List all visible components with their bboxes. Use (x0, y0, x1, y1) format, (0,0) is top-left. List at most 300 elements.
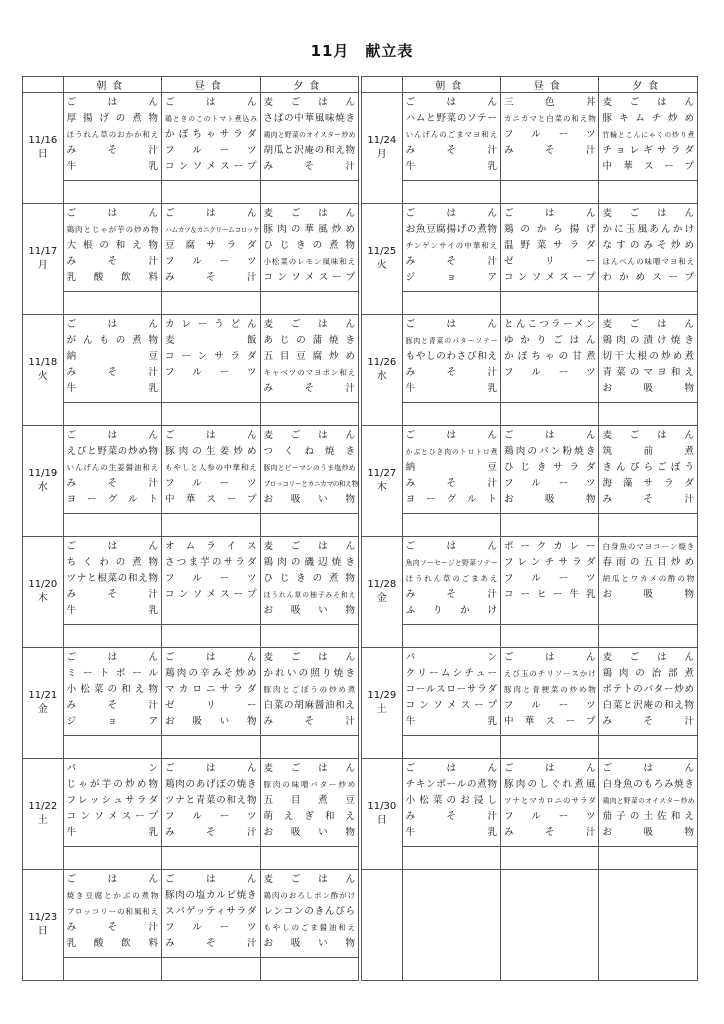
day-of-week: 木 (37, 593, 48, 604)
lunch-items (501, 204, 598, 292)
day-date-cell (23, 315, 64, 426)
dinner-header-left: 夕食 (260, 77, 358, 93)
breakfast-cell (63, 648, 161, 759)
menu-item: 麦ごはん (602, 652, 694, 663)
day-date-cell (23, 759, 64, 870)
breakfast-cell (402, 204, 500, 315)
day-of-week: 月 (37, 260, 48, 271)
menu-item: えびと野菜の炒め物 (66, 446, 159, 457)
menu-item: 麦ごはん (263, 430, 355, 441)
menu-item: 白身魚のマヨコーン焼き (602, 542, 694, 551)
menu-item: コーヒー牛乳 (504, 589, 596, 600)
day-of-week: 火 (376, 260, 387, 271)
menu-item: フルーツ (504, 573, 596, 584)
lunch-cell (162, 759, 260, 870)
lunch-cell (162, 537, 260, 648)
menu-item: ごはん (66, 652, 159, 663)
menu-item: さばの中華風味焼き (263, 113, 355, 124)
empty-meal-cell (402, 870, 500, 981)
day-date: 11/20 (28, 579, 58, 590)
lunch-header-left: 昼食 (162, 77, 260, 93)
dinner-cell (260, 204, 358, 315)
menu-item: 中華スープ (602, 161, 694, 172)
dinner-cell (599, 204, 698, 315)
menu-item: なすのみそ炒め (602, 240, 694, 251)
menu-item: ジョア (66, 716, 159, 727)
day-row (23, 204, 698, 315)
menu-item: いんげんの生姜醤油和え (66, 463, 159, 472)
dinner-cell (260, 537, 358, 648)
dinner-items (261, 759, 358, 847)
menu-item: ゼリー (165, 700, 257, 711)
menu-item: ごはん (405, 430, 498, 441)
menu-item: 鶏肉と野菜のオイスター炒め (602, 797, 694, 805)
menu-item: 豆腐サラダ (165, 240, 257, 251)
menu-item: ほうれん草の柚子みそ和え (263, 591, 355, 599)
day-of-week: 木 (376, 482, 387, 493)
menu-item: ミートボール (66, 668, 159, 679)
menu-item: フルーツ (165, 811, 257, 822)
day-date-cell (361, 315, 402, 426)
lunch-items (501, 759, 598, 847)
header-row (23, 77, 698, 93)
breakfast-items (403, 204, 500, 292)
day-of-week: 火 (37, 371, 48, 382)
menu-item: みそ汁 (405, 256, 498, 267)
dinner-items (261, 870, 358, 958)
dinner-items (599, 648, 697, 736)
menu-item: フルーツ (504, 478, 596, 489)
menu-item: 牛乳 (405, 827, 498, 838)
menu-item: 麦飯 (165, 335, 257, 346)
menu-item: ごはん (165, 97, 257, 108)
menu-item: ゼリー (504, 256, 596, 267)
breakfast-header-right: 朝食 (402, 77, 500, 93)
lunch-cell (501, 537, 599, 648)
menu-item: 牛乳 (405, 161, 498, 172)
menu-item: お吸物 (602, 383, 694, 394)
menu-item: お吸物 (602, 589, 694, 600)
menu-item: ハムカツ＆カニクリームコロッケ (165, 226, 260, 234)
day-date-cell (361, 204, 402, 315)
breakfast-items (64, 537, 161, 625)
day-date: 11/25 (367, 246, 397, 257)
menu-item: お吸い物 (263, 827, 355, 838)
menu-item: 鶏肉のパン粉焼き (504, 446, 596, 457)
day-of-week: 水 (37, 482, 48, 493)
lunch-header-right: 昼食 (501, 77, 599, 93)
menu-item: 麦ごはん (602, 208, 694, 219)
menu-item: ひじきサラダ (504, 462, 596, 473)
dinner-items (599, 426, 697, 514)
menu-item: みそ汁 (66, 700, 159, 711)
menu-item: フルーツ (504, 367, 596, 378)
menu-item: 焼き豆腐とかぶの煮物 (66, 891, 159, 900)
menu-item: 萌えぎ和え (263, 811, 355, 822)
menu-item: 中華スープ (165, 494, 257, 505)
lunch-items (162, 648, 259, 736)
menu-item: もやしのごま醤油和え (263, 923, 355, 932)
day-of-week: 水 (376, 371, 387, 382)
menu-item: お魚豆腐揚げの煮物 (405, 224, 498, 235)
menu-item: 牛乳 (405, 383, 498, 394)
menu-item: お吸い物 (263, 605, 355, 616)
menu-item (162, 603, 259, 619)
menu-item: ごはん (66, 541, 159, 552)
menu-item: 麦ごはん (263, 208, 355, 219)
menu-item: 乳酸飲料 (66, 938, 159, 949)
day-of-week: 金 (37, 704, 48, 715)
menu-item: キャベツのマヨポン和え (263, 368, 355, 377)
menu-item: 豚肉とごぼうの炒め煮 (263, 685, 355, 694)
menu-item: ブロッコリーとカニカマの和え物 (263, 480, 358, 488)
menu-item: お吸物 (504, 494, 596, 505)
menu-item: ブロッコリーの和風和え (66, 907, 159, 916)
menu-item: 豚肉の味噌バター炒め (263, 780, 355, 789)
menu-item: 厚揚げの煮物 (66, 113, 159, 124)
menu-table (22, 76, 698, 981)
lunch-cell (501, 759, 599, 870)
menu-item: 牛乳 (405, 716, 498, 727)
menu-item: ふりかけ (405, 605, 498, 616)
menu-item: フレンチサラダ (504, 557, 596, 568)
dinner-items (261, 648, 358, 736)
breakfast-header-left: 朝食 (63, 77, 161, 93)
lunch-cell (162, 648, 260, 759)
menu-item: チョレギサラダ (602, 145, 694, 156)
menu-item: 納豆 (405, 462, 498, 473)
menu-item: みそ汁 (504, 827, 596, 838)
menu-item: 胡瓜とワカメの酢の物 (602, 574, 694, 583)
menu-item: 豚肉の塩カルビ焼き (165, 890, 257, 901)
menu-item: 魚肉ソーセージと野菜ソテー (405, 559, 498, 567)
menu-item: お吸い物 (263, 938, 355, 949)
menu-item: 鶏肉と野菜のオイスター炒め (263, 131, 355, 139)
page-title: 11月 献立表 (310, 42, 414, 60)
menu-item: さつま芋のサラダ (165, 557, 257, 568)
lunch-items (501, 537, 598, 625)
menu-item: きんぴらごぼう (602, 462, 694, 473)
menu-item: フルーツ (504, 129, 596, 140)
day-date: 11/26 (367, 357, 397, 368)
menu-item: フルーツ (165, 256, 257, 267)
menu-item: つくね焼き (263, 446, 355, 457)
day-of-week: 日 (37, 926, 48, 937)
menu-item (501, 381, 598, 397)
day-date-cell (23, 204, 64, 315)
day-date: 11/17 (28, 246, 58, 257)
day-row (23, 426, 698, 537)
menu-item: フルーツ (165, 478, 257, 489)
breakfast-cell (63, 870, 161, 981)
dinner-items (261, 315, 358, 403)
menu-item: みそ汁 (405, 145, 498, 156)
dinner-items (261, 204, 358, 292)
menu-item: カレーうどん (165, 319, 257, 330)
date-header-left (23, 77, 64, 93)
day-row (23, 759, 698, 870)
breakfast-cell (402, 426, 500, 537)
day-of-week: 金 (376, 593, 387, 604)
menu-item: みそ汁 (66, 145, 159, 156)
menu-item: 麦ごはん (602, 319, 694, 330)
day-date-cell (361, 648, 402, 759)
menu-item: コンソメスープ (165, 589, 257, 600)
menu-item: 切干大根の炒め煮 (602, 351, 694, 362)
menu-item: 温野菜サラダ (504, 240, 596, 251)
breakfast-cell (402, 537, 500, 648)
menu-item: 鶏肉の漬け焼き (602, 335, 694, 346)
menu-item: フルーツ (165, 573, 257, 584)
day-row (23, 315, 698, 426)
day-row (23, 870, 698, 981)
menu-item: コーンサラダ (165, 351, 257, 362)
menu-item: 麦ごはん (602, 430, 694, 441)
lunch-items (162, 315, 259, 403)
menu-item: じゃが芋の炒め物 (66, 779, 159, 790)
menu-item: 海藻サラダ (602, 478, 694, 489)
day-date: 11/16 (28, 135, 58, 146)
menu-item: ほうれん草のおかか和え (66, 130, 159, 139)
menu-item: 茄子の土佐和え (602, 811, 694, 822)
menu-item: 小松菜のお浸し (405, 795, 498, 806)
day-date-cell (23, 537, 64, 648)
menu-item: 豚キムチ炒め (602, 113, 694, 124)
menu-item: パン (66, 763, 159, 774)
menu-item: みそ汁 (263, 383, 355, 394)
menu-item: ポテトのバター炒め (602, 684, 694, 695)
menu-item: ごはん (405, 541, 498, 552)
day-date-cell (361, 759, 402, 870)
menu-item: コンソメスープ (504, 272, 596, 283)
menu-item: クリームシチュー (405, 668, 498, 679)
menu-item: ほうれん草のごまあえ (405, 574, 498, 583)
lunch-cell (162, 204, 260, 315)
lunch-items (162, 759, 259, 847)
menu-item: とんこつラーメン (504, 319, 596, 330)
breakfast-cell (63, 537, 161, 648)
day-date-cell (23, 426, 64, 537)
dinner-cell (599, 315, 698, 426)
breakfast-items (403, 315, 500, 403)
menu-item: みそ汁 (602, 494, 694, 505)
dinner-items (599, 93, 697, 181)
dinner-items (599, 537, 697, 625)
menu-item: ごはん (165, 874, 257, 885)
menu-item: みそ汁 (602, 716, 694, 727)
lunch-items (501, 648, 598, 736)
day-date: 11/24 (367, 135, 397, 146)
lunch-items (162, 93, 259, 181)
menu-item: 鶏のから揚げ (504, 224, 596, 235)
lunch-items (162, 204, 259, 292)
menu-item: 乳酸飲料 (66, 272, 159, 283)
dinner-cell (599, 426, 698, 537)
dinner-items (599, 759, 697, 847)
menu-item: ヨーグルト (405, 494, 498, 505)
day-date: 11/21 (28, 690, 58, 701)
lunch-cell (501, 426, 599, 537)
menu-item: コールスローサラダ (405, 684, 498, 695)
menu-item: みそ汁 (263, 716, 355, 727)
menu-item: 鶏肉の辛みそ炒め (165, 668, 257, 679)
menu-item: 鶏肉のあげぼの焼き (165, 779, 257, 790)
day-of-week: 日 (376, 815, 387, 826)
menu-item: ハムと野菜のソテー (405, 113, 498, 124)
dinner-cell (260, 315, 358, 426)
lunch-items (162, 537, 259, 625)
day-row (23, 93, 698, 204)
dinner-cell (599, 93, 698, 204)
breakfast-items (64, 315, 161, 403)
lunch-items (501, 426, 598, 514)
lunch-cell (501, 315, 599, 426)
day-of-week: 土 (37, 815, 48, 826)
menu-item: みそ汁 (405, 589, 498, 600)
menu-item: ツナとマカロニのサラダ (504, 796, 596, 805)
lunch-cell (162, 93, 260, 204)
menu-item: 白菜と沢庵の和え物 (602, 700, 694, 711)
menu-item: ツナと青菜の和え物 (165, 795, 257, 806)
menu-item: 小松菜の和え物 (66, 684, 159, 695)
menu-item: ごはん (165, 652, 257, 663)
menu-item: ジョア (405, 272, 498, 283)
dinner-items (599, 315, 697, 403)
menu-item: 豚肉のしぐれ煮風 (504, 779, 596, 790)
menu-item: 竹輪とこんにゃくの炒り煮 (602, 131, 694, 139)
menu-item: もやしと人参の中華和え (165, 463, 257, 472)
day-date: 11/29 (367, 690, 397, 701)
empty-date-cell (361, 870, 402, 981)
menu-item: ゆかりごはん (504, 335, 596, 346)
day-of-week: 月 (376, 149, 387, 160)
lunch-cell (162, 315, 260, 426)
menu-item: 豚肉と青梗菜の炒め物 (504, 685, 596, 694)
menu-item: 麦ごはん (263, 319, 355, 330)
breakfast-cell (63, 759, 161, 870)
menu-item: 豚肉とピーマンのうま塩炒め (263, 464, 355, 472)
menu-item: 五目煮豆 (263, 795, 355, 806)
menu-item: 小松菜のレモン風味和え (263, 257, 355, 266)
menu-item: ごはん (405, 763, 498, 774)
menu-item: えび玉のチリソースかけ (504, 669, 596, 678)
menu-item: みそ汁 (504, 145, 596, 156)
day-date: 11/19 (28, 468, 58, 479)
breakfast-items (64, 93, 161, 181)
menu-item: ひじきの煮物 (263, 240, 355, 251)
menu-item: ごはん (66, 319, 159, 330)
dinner-items (261, 426, 358, 514)
day-date: 11/28 (367, 579, 397, 590)
menu-item: 鶏肉の治部煮 (602, 668, 694, 679)
menu-item: もやしのわさび和え (405, 351, 498, 362)
menu-item: みそ汁 (405, 478, 498, 489)
menu-item: ごはん (405, 97, 498, 108)
day-row (23, 648, 698, 759)
menu-item: わかめスープ (602, 272, 694, 283)
menu-item: かぼちゃの甘煮 (504, 351, 596, 362)
menu-item (501, 159, 598, 175)
day-date-cell (23, 870, 64, 981)
menu-item: みそ汁 (405, 811, 498, 822)
dinner-cell (599, 648, 698, 759)
menu-item: レンコンのきんぴら (263, 906, 355, 917)
lunch-cell (162, 426, 260, 537)
menu-item (501, 603, 598, 619)
menu-item: 胡瓜と沢庵の和え物 (263, 145, 355, 156)
menu-item: 鶏肉の磯辺焼き (263, 557, 355, 568)
menu-item: かぼちゃサラダ (165, 129, 257, 140)
breakfast-items (64, 648, 161, 736)
lunch-cell (162, 870, 260, 981)
day-date-cell (23, 93, 64, 204)
day-date-cell (361, 426, 402, 537)
menu-item: 筑前煮 (602, 446, 694, 457)
day-date: 11/23 (28, 912, 58, 923)
dinner-cell (599, 537, 698, 648)
menu-item: ごはん (66, 97, 159, 108)
menu-item: 納豆 (66, 351, 159, 362)
menu-item: 麦ごはん (263, 97, 355, 108)
dinner-items (599, 204, 697, 292)
menu-item: かぶとひき肉のトロトロ煮 (405, 448, 498, 456)
day-row (23, 537, 698, 648)
menu-item: フレッシュサラダ (66, 795, 159, 806)
menu-item: 牛乳 (66, 605, 159, 616)
menu-item: お吸い物 (165, 716, 257, 727)
day-date: 11/27 (367, 468, 397, 479)
menu-item: ごはん (405, 208, 498, 219)
menu-item: マカロニサラダ (165, 684, 257, 695)
menu-item: コンソメスープ (405, 700, 498, 711)
menu-item: ごはん (504, 652, 596, 663)
menu-item: ごはん (66, 430, 159, 441)
breakfast-cell (402, 759, 500, 870)
menu-item: フルーツ (504, 811, 596, 822)
breakfast-items (64, 759, 161, 847)
menu-item: 白身魚のもろみ焼き (602, 779, 694, 790)
breakfast-items (403, 537, 500, 625)
menu-item: みそ汁 (405, 367, 498, 378)
day-date-cell (361, 93, 402, 204)
menu-item: はんぺんの味噌マヨ和え (602, 257, 694, 266)
empty-meal-cell (501, 870, 599, 981)
menu-item: 春雨の五目炒め (602, 557, 694, 568)
menu-item: コンソメスープ (263, 272, 355, 283)
menu-item: みそ汁 (165, 827, 257, 838)
day-of-week: 日 (37, 149, 48, 160)
menu-item: コンソメスープ (165, 161, 257, 172)
menu-item: ポークカレー (504, 541, 596, 552)
menu-item: ごはん (165, 763, 257, 774)
menu-item: 三色丼 (504, 97, 596, 108)
day-of-week: 土 (376, 704, 387, 715)
breakfast-cell (402, 648, 500, 759)
menu-item: みそ汁 (66, 922, 159, 933)
lunch-items (501, 315, 598, 403)
breakfast-items (64, 426, 161, 514)
menu-item: フルーツ (165, 145, 257, 156)
dinner-items (261, 93, 358, 181)
lunch-items (162, 426, 259, 514)
menu-item: チキンボールの煮物 (405, 779, 498, 790)
menu-item: 大根の和え物 (66, 240, 159, 251)
dinner-header-right: 夕食 (599, 77, 698, 93)
menu-item: ごはん (66, 208, 159, 219)
menu-item: 豚肉と青菜のバターソテー (405, 337, 498, 345)
dinner-cell (260, 93, 358, 204)
lunch-cell (501, 204, 599, 315)
